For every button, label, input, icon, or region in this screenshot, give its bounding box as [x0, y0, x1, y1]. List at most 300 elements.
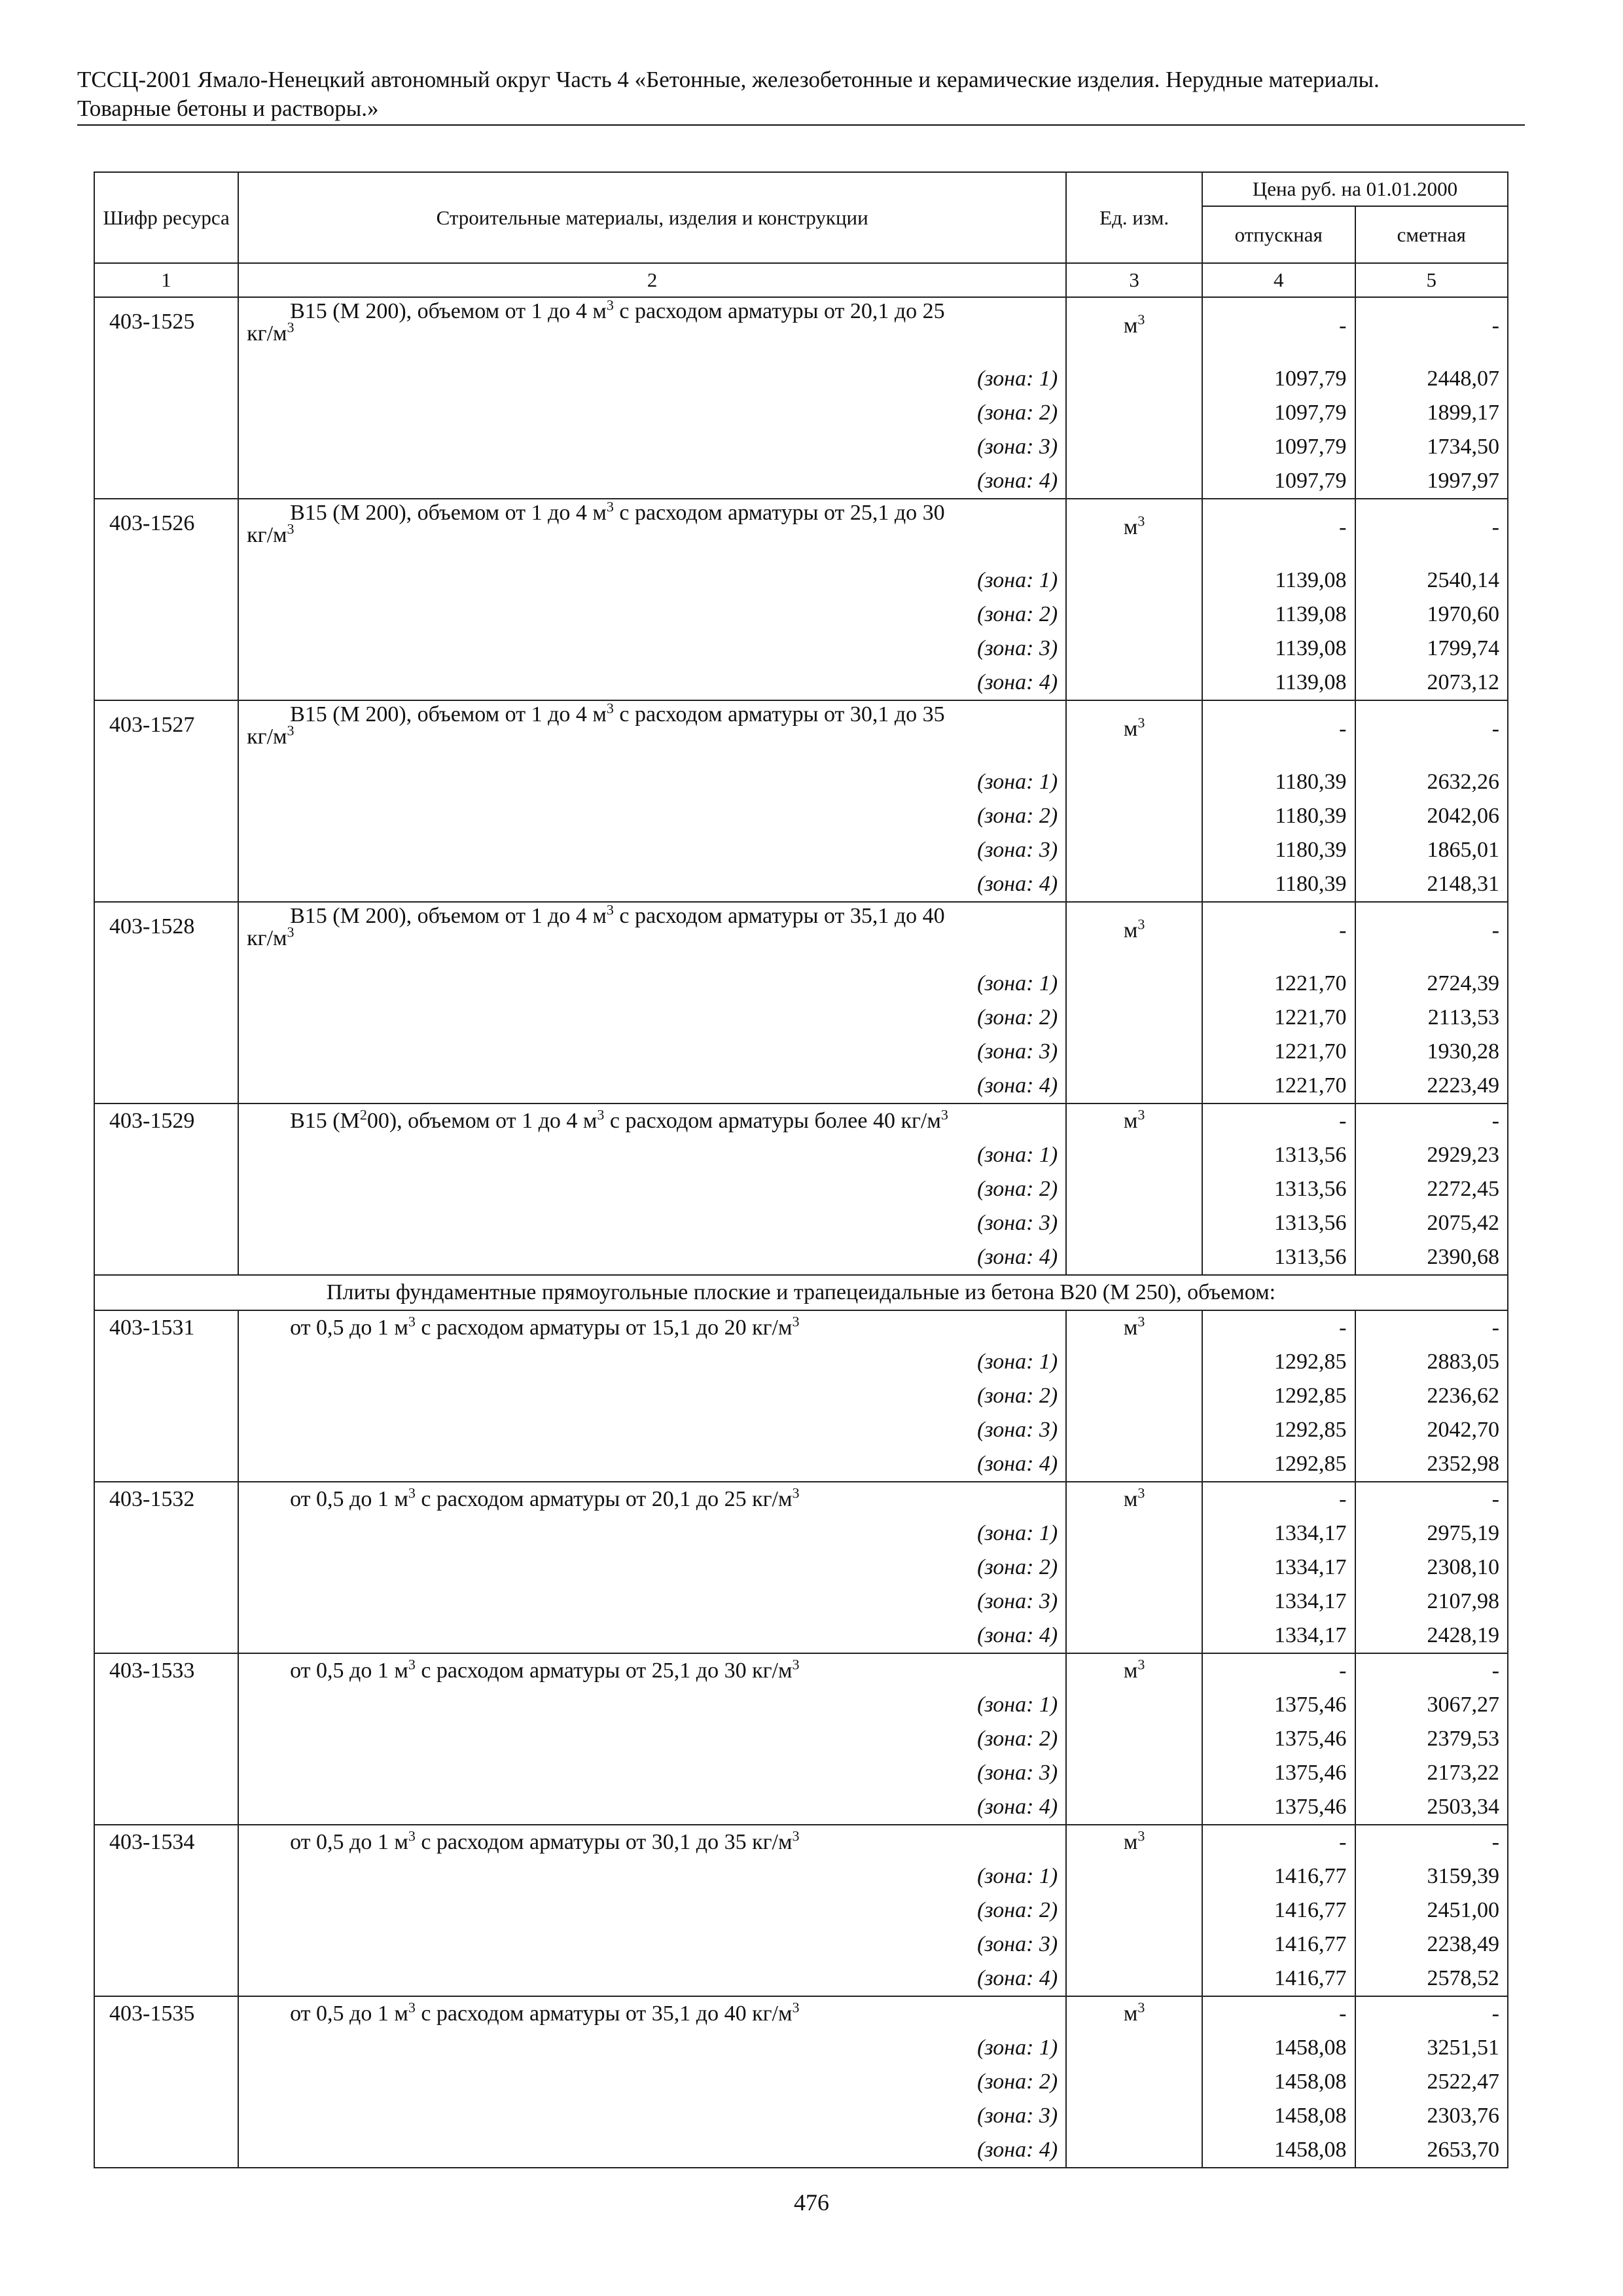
superscript: 3 — [287, 520, 294, 537]
release-dash: - — [1202, 499, 1355, 564]
code-cell-empty — [94, 2133, 238, 2168]
unit-cell-empty — [1066, 2031, 1202, 2065]
zone-label: (зона: 4) — [238, 464, 1066, 499]
release-dash: - — [1202, 1482, 1355, 1516]
release-dash: - — [1202, 297, 1355, 362]
unit-cell-empty — [1066, 598, 1202, 632]
zone-label: (зона: 2) — [238, 396, 1066, 430]
release-dash: - — [1202, 902, 1355, 967]
desc-part: от 0,5 до 1 м — [290, 2001, 408, 2026]
estimate-dash: - — [1355, 1482, 1508, 1516]
release-price: 1221,70 — [1202, 967, 1355, 1001]
item-row — [94, 1996, 1508, 2031]
resource-code: 403-1529 — [94, 1103, 238, 1138]
code-cell-empty — [94, 1585, 238, 1619]
unit-text: м — [1123, 515, 1138, 539]
code-cell-empty — [94, 867, 238, 902]
release-price: 1313,56 — [1202, 1240, 1355, 1275]
desc-part: с расходом арматуры от 20,1 до 25 кг/м — [415, 1487, 793, 1511]
zone-row — [94, 1756, 1508, 1790]
code-cell-empty — [94, 1619, 238, 1653]
estimate-price: 2042,06 — [1355, 799, 1508, 833]
col-number: 4 — [1202, 263, 1355, 297]
estimate-price: 2236,62 — [1355, 1379, 1508, 1413]
unit-text: м — [1123, 717, 1138, 741]
superscript: 3 — [1137, 916, 1145, 933]
release-price: 1313,56 — [1202, 1138, 1355, 1172]
code-cell-empty — [94, 1172, 238, 1206]
zone-label: (зона: 4) — [238, 666, 1066, 700]
code-cell-empty — [94, 1551, 238, 1585]
desc-part: В15 (М 200), объемом от 1 до 4 м — [290, 299, 607, 323]
code-cell-empty — [94, 1379, 238, 1413]
desc-part: кг/м — [247, 321, 287, 346]
desc-part: от 0,5 до 1 м — [290, 1316, 408, 1340]
unit-text: м — [1123, 1830, 1138, 1854]
code-cell-empty — [94, 1413, 238, 1447]
unit-cell-empty — [1066, 2099, 1202, 2133]
item-row — [94, 1653, 1508, 1688]
unit-cell — [1066, 1996, 1202, 2031]
unit-cell-empty — [1066, 464, 1202, 499]
code-cell-empty — [94, 2065, 238, 2099]
estimate-price: 2272,45 — [1355, 1172, 1508, 1206]
release-price: 1458,08 — [1202, 2133, 1355, 2168]
estimate-price: 2883,05 — [1355, 1345, 1508, 1379]
superscript: 3 — [606, 498, 614, 515]
header-line-1: ТССЦ-2001 Ямало-Ненецкий автономный округ Часть 4 «Бетонные, железобетонные и керамические изделия. Нерудные материалы. — [77, 67, 1380, 92]
superscript: 3 — [792, 1484, 800, 1501]
code-cell-empty — [94, 1962, 238, 1996]
superscript: 2 — [359, 1106, 367, 1123]
estimate-price: 2975,19 — [1355, 1516, 1508, 1551]
col-number: 1 — [94, 263, 238, 297]
unit-cell-empty — [1066, 1722, 1202, 1756]
superscript: 3 — [287, 319, 294, 336]
release-price: 1097,79 — [1202, 464, 1355, 499]
document-header — [77, 65, 1525, 126]
zone-label: (зона: 1) — [238, 2031, 1066, 2065]
item-row — [94, 499, 1508, 564]
zone-label: (зона: 2) — [238, 1551, 1066, 1585]
desc-part: В15 (М — [290, 1109, 360, 1133]
zone-label: (зона: 3) — [238, 1585, 1066, 1619]
code-cell-empty — [94, 1138, 238, 1172]
unit-cell-empty — [1066, 1172, 1202, 1206]
code-cell-empty — [94, 464, 238, 499]
unit-cell-empty — [1066, 1893, 1202, 1928]
col-number: 5 — [1355, 263, 1508, 297]
zone-label: (зона: 2) — [238, 2065, 1066, 2099]
zone-label: (зона: 3) — [238, 1756, 1066, 1790]
code-cell-empty — [94, 1688, 238, 1722]
zone-row — [94, 2031, 1508, 2065]
release-dash: - — [1202, 1310, 1355, 1345]
code-cell-empty — [94, 1035, 238, 1069]
superscript: 3 — [408, 1313, 416, 1330]
unit-cell-empty — [1066, 1379, 1202, 1413]
superscript: 3 — [1137, 1313, 1145, 1330]
release-price: 1221,70 — [1202, 1035, 1355, 1069]
zone-label: (зона: 3) — [238, 1206, 1066, 1240]
unit-cell-empty — [1066, 2133, 1202, 2168]
code-cell-empty — [94, 2099, 238, 2133]
unit-text: м — [1123, 314, 1138, 338]
unit-cell-empty — [1066, 1206, 1202, 1240]
price-table — [94, 171, 1508, 2168]
zone-row — [94, 564, 1508, 598]
desc-part: с расходом арматуры от 20,1 до 25 — [613, 299, 945, 323]
desc-part: с расходом арматуры от 25,1 до 30 кг/м — [415, 1659, 793, 1683]
desc-part: с расходом арматуры от 30,1 до 35 — [613, 702, 945, 726]
release-price: 1139,08 — [1202, 666, 1355, 700]
release-price: 1097,79 — [1202, 362, 1355, 396]
release-price: 1313,56 — [1202, 1172, 1355, 1206]
desc-part: с расходом арматуры от 15,1 до 20 кг/м — [415, 1316, 793, 1340]
desc-part: с расходом арматуры более 40 кг/м — [604, 1109, 941, 1133]
estimate-dash: - — [1355, 1310, 1508, 1345]
code-cell-empty — [94, 1206, 238, 1240]
zone-row — [94, 1413, 1508, 1447]
release-price: 1139,08 — [1202, 598, 1355, 632]
item-description — [238, 1825, 1066, 1859]
zone-label: (зона: 1) — [238, 1345, 1066, 1379]
zone-row — [94, 967, 1508, 1001]
release-price: 1292,85 — [1202, 1413, 1355, 1447]
release-price: 1292,85 — [1202, 1447, 1355, 1482]
zone-row — [94, 430, 1508, 464]
unit-cell-empty — [1066, 1551, 1202, 1585]
zone-label: (зона: 2) — [238, 1379, 1066, 1413]
item-description — [238, 1996, 1066, 2031]
estimate-price: 2540,14 — [1355, 564, 1508, 598]
superscript: 3 — [408, 1656, 416, 1673]
desc-part: с расходом арматуры от 30,1 до 35 кг/м — [415, 1830, 793, 1854]
unit-cell-empty — [1066, 799, 1202, 833]
desc-part: с расходом арматуры от 35,1 до 40 — [613, 904, 945, 928]
release-price: 1097,79 — [1202, 430, 1355, 464]
release-dash: - — [1202, 1653, 1355, 1688]
col-header-estimate: сметная — [1355, 206, 1508, 263]
estimate-dash: - — [1355, 297, 1508, 362]
code-cell-empty — [94, 2031, 238, 2065]
unit-text: м — [1123, 1487, 1138, 1511]
zone-row — [94, 1379, 1508, 1413]
superscript: 3 — [1137, 1827, 1145, 1844]
release-price: 1334,17 — [1202, 1516, 1355, 1551]
unit-cell-empty — [1066, 430, 1202, 464]
estimate-price: 2075,42 — [1355, 1206, 1508, 1240]
release-price: 1180,39 — [1202, 867, 1355, 902]
release-price: 1180,39 — [1202, 833, 1355, 867]
code-cell-empty — [94, 666, 238, 700]
unit-text: м — [1123, 1316, 1138, 1340]
estimate-dash: - — [1355, 1103, 1508, 1138]
code-cell-empty — [94, 1001, 238, 1035]
code-cell-empty — [94, 765, 238, 799]
zone-row — [94, 1345, 1508, 1379]
estimate-price: 1970,60 — [1355, 598, 1508, 632]
zone-row — [94, 1069, 1508, 1103]
unit-cell-empty — [1066, 1447, 1202, 1482]
superscript: 3 — [287, 722, 294, 739]
estimate-price: 2352,98 — [1355, 1447, 1508, 1482]
zone-label: (зона: 4) — [238, 1069, 1066, 1103]
estimate-price: 2173,22 — [1355, 1756, 1508, 1790]
unit-cell — [1066, 499, 1202, 564]
zone-label: (зона: 4) — [238, 1240, 1066, 1275]
desc-part: кг/м — [247, 523, 287, 547]
code-cell-empty — [94, 362, 238, 396]
unit-cell-empty — [1066, 1790, 1202, 1825]
release-price: 1292,85 — [1202, 1379, 1355, 1413]
estimate-price: 2929,23 — [1355, 1138, 1508, 1172]
zone-row — [94, 867, 1508, 902]
zone-row — [94, 598, 1508, 632]
zone-row — [94, 1206, 1508, 1240]
col-header-unit: Ед. изм. — [1066, 172, 1202, 263]
release-price: 1375,46 — [1202, 1756, 1355, 1790]
zone-label: (зона: 1) — [238, 1516, 1066, 1551]
zone-label: (зона: 1) — [238, 967, 1066, 1001]
zone-row — [94, 1962, 1508, 1996]
code-cell-empty — [94, 1893, 238, 1928]
zone-row — [94, 1893, 1508, 1928]
superscript: 3 — [1137, 714, 1145, 731]
estimate-price: 2448,07 — [1355, 362, 1508, 396]
desc-part: В15 (М 200), объемом от 1 до 4 м — [290, 904, 607, 928]
estimate-price: 2379,53 — [1355, 1722, 1508, 1756]
zone-label: (зона: 4) — [238, 867, 1066, 902]
zone-label: (зона: 4) — [238, 1619, 1066, 1653]
zone-row — [94, 666, 1508, 700]
estimate-price: 3159,39 — [1355, 1859, 1508, 1893]
superscript: 3 — [792, 1656, 800, 1673]
item-description — [238, 700, 1066, 765]
release-price: 1416,77 — [1202, 1893, 1355, 1928]
estimate-dash: - — [1355, 499, 1508, 564]
code-cell-empty — [94, 1928, 238, 1962]
item-row — [94, 1310, 1508, 1345]
zone-row — [94, 1447, 1508, 1482]
unit-text: м — [1123, 918, 1138, 942]
zone-row — [94, 1240, 1508, 1275]
superscript: 3 — [408, 1827, 416, 1844]
zone-row — [94, 1001, 1508, 1035]
superscript: 3 — [606, 700, 614, 717]
desc-part: с расходом арматуры от 35,1 до 40 кг/м — [415, 2001, 793, 2026]
unit-cell-empty — [1066, 666, 1202, 700]
unit-cell-empty — [1066, 967, 1202, 1001]
release-price: 1139,08 — [1202, 632, 1355, 666]
unit-cell-empty — [1066, 362, 1202, 396]
zone-row — [94, 1859, 1508, 1893]
estimate-price: 2578,52 — [1355, 1962, 1508, 1996]
unit-cell — [1066, 1310, 1202, 1345]
estimate-price: 2113,53 — [1355, 1001, 1508, 1035]
estimate-price: 2238,49 — [1355, 1928, 1508, 1962]
zone-label: (зона: 4) — [238, 2133, 1066, 2168]
release-dash: - — [1202, 700, 1355, 765]
estimate-price: 2390,68 — [1355, 1240, 1508, 1275]
estimate-price: 2632,26 — [1355, 765, 1508, 799]
release-dash: - — [1202, 1996, 1355, 2031]
release-price: 1416,77 — [1202, 1928, 1355, 1962]
desc-part: В15 (М 200), объемом от 1 до 4 м — [290, 702, 607, 726]
unit-cell — [1066, 297, 1202, 362]
zone-row — [94, 765, 1508, 799]
superscript: 3 — [1137, 1999, 1145, 2016]
desc-part: от 0,5 до 1 м — [290, 1659, 408, 1683]
zone-row — [94, 1722, 1508, 1756]
unit-cell-empty — [1066, 632, 1202, 666]
superscript: 3 — [287, 924, 294, 941]
estimate-dash: - — [1355, 902, 1508, 967]
code-cell-empty — [94, 564, 238, 598]
col-header-code: Шифр ресурса — [94, 172, 238, 263]
unit-cell-empty — [1066, 765, 1202, 799]
zone-row — [94, 1035, 1508, 1069]
unit-text: м — [1123, 1109, 1138, 1133]
estimate-dash: - — [1355, 1996, 1508, 2031]
code-cell-empty — [94, 1447, 238, 1482]
desc-part: с расходом арматуры от 25,1 до 30 — [613, 501, 945, 525]
unit-cell-empty — [1066, 1756, 1202, 1790]
section-heading: Плиты фундаментные прямоугольные плоские и трапецеидальные из бетона В20 (М 250), объемом: — [94, 1275, 1508, 1310]
col-header-price-group: Цена руб. на 01.01.2000 — [1202, 172, 1508, 206]
release-price: 1139,08 — [1202, 564, 1355, 598]
zone-row — [94, 2133, 1508, 2168]
table-body — [94, 297, 1508, 2168]
unit-cell-empty — [1066, 1962, 1202, 1996]
estimate-dash: - — [1355, 1653, 1508, 1688]
section-row — [94, 1275, 1508, 1310]
zone-row — [94, 1172, 1508, 1206]
zone-label: (зона: 4) — [238, 1790, 1066, 1825]
zone-label: (зона: 3) — [238, 1928, 1066, 1962]
zone-label: (зона: 3) — [238, 430, 1066, 464]
item-description — [238, 1103, 1066, 1138]
release-price: 1180,39 — [1202, 799, 1355, 833]
superscript: 3 — [1137, 512, 1145, 529]
zone-row — [94, 1585, 1508, 1619]
code-cell-empty — [94, 799, 238, 833]
zone-label: (зона: 2) — [238, 1893, 1066, 1928]
resource-code: 403-1534 — [94, 1825, 238, 1859]
zone-label: (зона: 2) — [238, 1722, 1066, 1756]
estimate-price: 1899,17 — [1355, 396, 1508, 430]
unit-cell-empty — [1066, 1413, 1202, 1447]
unit-cell-empty — [1066, 1240, 1202, 1275]
zone-label: (зона: 3) — [238, 632, 1066, 666]
estimate-price: 1997,97 — [1355, 464, 1508, 499]
code-cell-empty — [94, 1240, 238, 1275]
release-price: 1334,17 — [1202, 1551, 1355, 1585]
release-price: 1334,17 — [1202, 1585, 1355, 1619]
zone-label: (зона: 4) — [238, 1447, 1066, 1482]
zone-row — [94, 396, 1508, 430]
estimate-price: 2073,12 — [1355, 666, 1508, 700]
item-description — [238, 499, 1066, 564]
estimate-price: 2303,76 — [1355, 2099, 1508, 2133]
item-row — [94, 1482, 1508, 1516]
code-cell-empty — [94, 1516, 238, 1551]
code-cell-empty — [94, 1859, 238, 1893]
desc-part: 00), объемом от 1 до 4 м — [366, 1109, 597, 1133]
release-price: 1375,46 — [1202, 1790, 1355, 1825]
estimate-price: 3251,51 — [1355, 2031, 1508, 2065]
zone-row — [94, 632, 1508, 666]
resource-code: 403-1528 — [94, 902, 238, 967]
release-price: 1221,70 — [1202, 1001, 1355, 1035]
zone-label: (зона: 4) — [238, 1962, 1066, 1996]
zone-label: (зона: 1) — [238, 362, 1066, 396]
zone-row — [94, 1551, 1508, 1585]
resource-code: 403-1531 — [94, 1310, 238, 1345]
item-description — [238, 1482, 1066, 1516]
release-dash: - — [1202, 1825, 1355, 1859]
code-cell-empty — [94, 1790, 238, 1825]
superscript: 3 — [597, 1106, 605, 1123]
superscript: 3 — [408, 1999, 416, 2016]
estimate-price: 2503,34 — [1355, 1790, 1508, 1825]
release-price: 1097,79 — [1202, 396, 1355, 430]
zone-label: (зона: 1) — [238, 1688, 1066, 1722]
unit-cell-empty — [1066, 833, 1202, 867]
zone-row — [94, 1516, 1508, 1551]
release-dash: - — [1202, 1103, 1355, 1138]
zone-row — [94, 1928, 1508, 1962]
unit-cell-empty — [1066, 1859, 1202, 1893]
desc-part: кг/м — [247, 725, 287, 749]
zone-row — [94, 362, 1508, 396]
zone-row — [94, 1790, 1508, 1825]
table-header — [94, 172, 1508, 297]
superscript: 3 — [606, 296, 614, 314]
zone-row — [94, 799, 1508, 833]
unit-cell-empty — [1066, 564, 1202, 598]
release-price: 1416,77 — [1202, 1962, 1355, 1996]
estimate-dash: - — [1355, 700, 1508, 765]
zone-label: (зона: 2) — [238, 598, 1066, 632]
unit-cell-empty — [1066, 1516, 1202, 1551]
release-price: 1221,70 — [1202, 1069, 1355, 1103]
estimate-price: 1930,28 — [1355, 1035, 1508, 1069]
col-number: 3 — [1066, 263, 1202, 297]
code-cell-empty — [94, 1756, 238, 1790]
desc-part: от 0,5 до 1 м — [290, 1487, 408, 1511]
resource-code: 403-1533 — [94, 1653, 238, 1688]
unit-cell-empty — [1066, 1069, 1202, 1103]
unit-cell-empty — [1066, 2065, 1202, 2099]
estimate-price: 1865,01 — [1355, 833, 1508, 867]
zone-label: (зона: 2) — [238, 799, 1066, 833]
page-number: 476 — [794, 2189, 829, 2215]
release-price: 1180,39 — [1202, 765, 1355, 799]
resource-code: 403-1535 — [94, 1996, 238, 2031]
unit-cell-empty — [1066, 1585, 1202, 1619]
superscript: 3 — [792, 1827, 800, 1844]
estimate-price: 2308,10 — [1355, 1551, 1508, 1585]
code-cell-empty — [94, 967, 238, 1001]
col-header-release: отпускная — [1202, 206, 1355, 263]
zone-row — [94, 1619, 1508, 1653]
code-cell-empty — [94, 833, 238, 867]
zone-row — [94, 464, 1508, 499]
unit-cell — [1066, 1653, 1202, 1688]
release-price: 1416,77 — [1202, 1859, 1355, 1893]
code-cell-empty — [94, 430, 238, 464]
